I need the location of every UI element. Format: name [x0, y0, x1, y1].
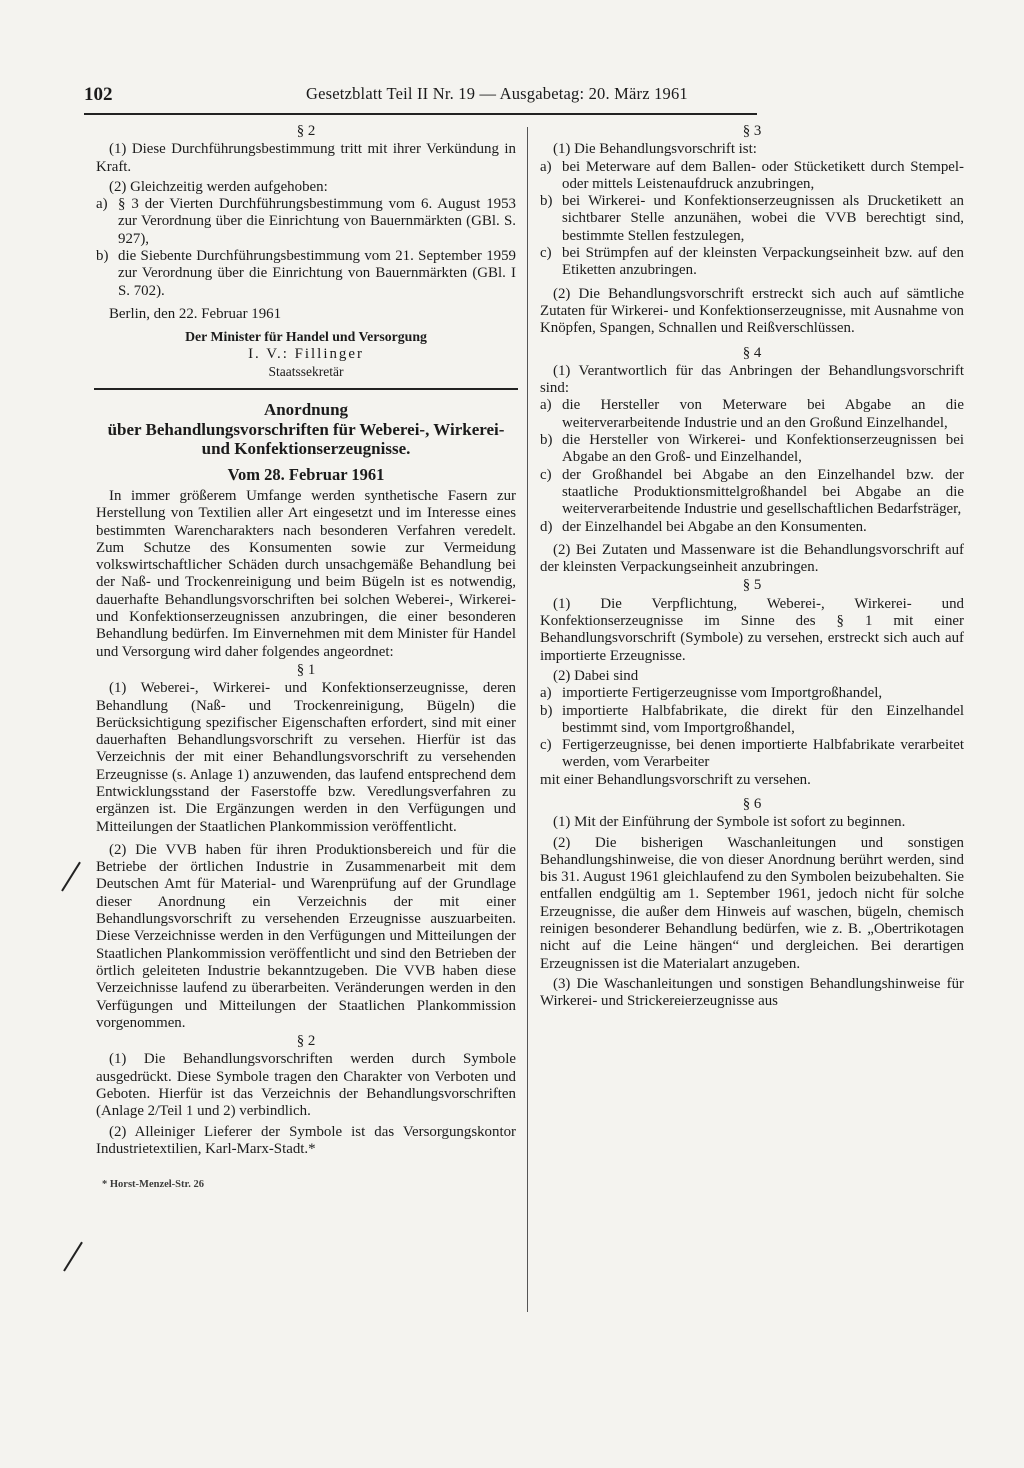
list-label: b)	[540, 193, 553, 210]
paragraph: (2) Alleiniger Lieferer der Symbole ist das Versorgungskontor Industrietextilien, Karl-Marx-Stadt.*	[96, 1123, 516, 1157]
paragraph: (2) Die VVB haben für ihren Produktionsbereich und für die Betriebe der örtlichen Industrie in Zusammenarbeit mit dem Deutschen Amt für Material- und Warenprüfung auf der Grundlage dieser Anordnung ein Verzeichnis der mit einer Behandlungsvorschrift zu versehenden Erzeugnisse auszuarbeiten. Diese Verzeichnisse werden in den Verfügungen und Mitteilungen der Staatlichen Plankommission veröffentlicht und sind den Betrieben der örtlich geleiteten Industrie bekanntzugeben. Die VVB haben diese Verzeichnisse laufend zu überarbeiten. Veränderungen werden in den Verfügungen und Mitteilungen der Staatlichen Plankommission vorgenommen.	[96, 841, 516, 1031]
list-item	[540, 397, 964, 432]
section-rule	[94, 388, 518, 390]
list-text: bei Meterware auf dem Ballen- oder Stücketikett durch Stempel- oder mittels Leistenaufdruck anzubringen,	[562, 158, 964, 192]
right-column	[540, 122, 964, 1011]
list-label: a)	[540, 397, 552, 414]
list-label: a)	[540, 685, 552, 702]
list-item	[96, 196, 516, 248]
list-item	[96, 248, 516, 300]
list-item	[540, 245, 964, 280]
column-divider	[527, 127, 528, 1312]
list-label: b)	[540, 702, 553, 719]
ordinance-date: Vom 28. Februar 1961	[227, 464, 385, 484]
list-label: a)	[540, 158, 552, 175]
section-heading: § 3	[742, 123, 762, 139]
list-label: c)	[540, 737, 552, 754]
list-item	[540, 703, 964, 738]
section-heading: § 1	[296, 661, 316, 678]
list-text: die Hersteller von Wirkerei- und Konfektionserzeugnissen bei Abgabe an den Groß- und Einzelhandel,	[562, 432, 964, 466]
gazette-title: Gesetzblatt Teil II Nr. 19 — Ausgabetag: 20. März 1961	[306, 84, 688, 103]
signer-name: I. V.: Fillinger	[248, 345, 364, 362]
page-header	[84, 84, 756, 110]
list-text: bei Strümpfen auf der kleinsten Verpackungseinheit bzw. auf den Etiketten anzubringen.	[562, 245, 964, 279]
list-item	[540, 432, 964, 467]
list-item	[540, 737, 964, 772]
list-label: b)	[96, 248, 109, 265]
list-label: a)	[96, 196, 108, 213]
paragraph: (2) Dabei sind	[553, 667, 639, 684]
list-item	[540, 519, 964, 536]
paragraph: (1) Weberei-, Wirkerei- und Konfektionserzeugnisse, deren Behandlung (Naß- und Trockenreinigung, Bügeln) die Berücksichtigung spezifischer Eigenschaften erfordert, sind mit einer dauerhaften Behandlungsvorschrift zu versehen. Hierfür ist das Verzeichnis der mit einer Behandlungsvorschrift zu versehenden Erzeugnisse (s. Anlage 1) anzuwenden, das laufend entsprechend dem Entwicklungsstand der Faserstoffe bzw. Veredlungsverfahren zu ergänzen ist. Die Ergänzungen werden in den Verfügungen und Mitteilungen der Staatlichen Plankommission veröffentlicht.	[96, 680, 516, 835]
section-heading: § 2	[296, 123, 316, 139]
list-text: importierte Fertigerzeugnisse vom Importgroßhandel,	[562, 685, 883, 702]
section-heading: § 4	[742, 344, 762, 361]
paragraph: (2) Gleichzeitig werden aufgehoben:	[109, 178, 328, 195]
list-text: § 3 der Vierten Durchführungsbestimmung vom 6. August 1953 zur Verordnung über die Einrichtung von Bauernmärkten (GBl. S. 927),	[118, 196, 516, 247]
paragraph: (1) Mit der Einführung der Symbole ist sofort zu beginnen.	[553, 814, 906, 831]
list-label: b)	[540, 432, 553, 449]
margin-pencil-mark	[63, 1242, 83, 1272]
paragraph: (1) Die Behandlungsvorschriften werden durch Symbole ausgedrückt. Diese Symbole tragen den Charakter von Verboten und Geboten. Hierfür ist das Verzeichnis der Behandlungsvorschriften (Anlage 2/Teil 1 und 2) verbindlich.	[96, 1051, 516, 1120]
list-item	[540, 193, 964, 245]
paragraph: (2) Die Behandlungsvorschrift erstreckt sich auch auf sämtliche Zutaten für Wirkerei- und Konfektionserzeugnisse, mit Ausnahme von Knöpfen, Spangen, Schnallen und Reißverschlüssen.	[540, 285, 964, 337]
date-line: Berlin, den 22. Februar 1961	[109, 305, 282, 322]
section-heading: § 5	[742, 577, 762, 594]
list-text: importierte Halbfabrikate, die direkt für den Einzelhandel bestimmt sind, vom Importgroßhandel,	[562, 702, 964, 736]
left-column	[96, 122, 516, 1194]
list-text: bei Wirkerei- und Konfektionserzeugnissen als Drucketikett an sichtbarer Stelle anzunähen, wobei die VVB berechtigt sind, bestimmte Stellen festzulegen,	[562, 193, 964, 244]
signer-role: Staatssekretär	[268, 363, 344, 379]
list-text: der Einzelhandel bei Abgabe an den Konsumenten.	[562, 518, 867, 535]
list-text: die Hersteller von Meterware bei Abgabe an die weiterverarbeitende Industrie und an den Großund Einzelhandel,	[562, 397, 964, 431]
list-text: die Siebente Durchführungsbestimmung vom 21. September 1959 zur Verordnung über die Einrichtung von Bauernmärkten (GBl. I S. 702).	[118, 248, 516, 299]
paragraph: (1) Die Behandlungsvorschrift ist:	[553, 141, 757, 158]
list-item	[540, 685, 964, 702]
list-label: c)	[540, 466, 552, 483]
signer-organisation: Der Minister für Handel und Versorgung	[185, 329, 427, 345]
list-text: der Großhandel bei Abgabe an den Einzelhandel bzw. der staatliche Produktionsmittelgroßhandel bei Abgabe an die weiterverarbeitende Industrie und gesellschaftlichen Bedarfsträger,	[562, 466, 964, 518]
list-label: c)	[540, 245, 552, 262]
paragraph: mit einer Behandlungsvorschrift zu versehen.	[540, 771, 811, 788]
paragraph: (1) Diese Durchführungsbestimmung tritt mit ihrer Verkündung in Kraft.	[96, 141, 516, 175]
list-text: Fertigerzeugnisse, bei denen importierte Halbfabrikate verarbeitet werden, vom Verarbeiter	[562, 737, 964, 771]
section-heading: § 6	[742, 795, 762, 812]
list-item	[540, 467, 964, 519]
paragraph: (2) Die bisherigen Waschanleitungen und sonstigen Behandlungshinweise, die von dieser Anordnung berührt werden, sind bis 31. August 1961 gleichlaufend zu den Symbolen beizubehalten. Sie entfallen endgültig am 1. September 1961, jedoch nicht für solche Erzeugnisse, die außer dem Hinweis auf waschen, bügeln, chemisch reinigen besonderer Behandlung bedürfen, wie z. B. „Obertrikotagen nicht auf die Leine hängen“ und dergleichen. Bei derartigen Erzeugnissen ist die Materialart anzugeben.	[540, 834, 964, 972]
paragraph: (3) Die Waschanleitungen und sonstigen Behandlungshinweise für Wirkerei- und Strickereierzeugnisse aus	[540, 975, 964, 1010]
paragraph: (2) Bei Zutaten und Massenware ist die Behandlungsvorschrift auf der kleinsten Verpackungseinheit anzubringen.	[540, 541, 964, 576]
section-heading: § 2	[296, 1033, 316, 1050]
ordinance-title: Anordnung	[263, 400, 349, 420]
paragraph: (1) Die Verpflichtung, Weberei-, Wirkerei- und Konfektionserzeugnisse im Sinne des § 1 mit einer Behandlungsvorschrift (Symbole) zu versehen, erstreckt sich auch auf importierte Erzeugnisse.	[540, 595, 964, 664]
paragraph: (1) Verantwortlich für das Anbringen der Behandlungsvorschrift sind:	[540, 362, 964, 397]
list-item	[540, 159, 964, 194]
header-rule	[84, 113, 757, 115]
footnote: * Horst-Menzel-Str. 26	[102, 1179, 204, 1191]
margin-pencil-mark	[61, 862, 81, 892]
ordinance-subtitle: über Behandlungsvorschriften für Weberei-, Wirkerei- und Konfektionserzeugnisse.	[107, 419, 505, 459]
preamble: In immer größerem Umfange werden synthetische Fasern zur Herstellung von Textilien aller Art eingesetzt und im Interesse eines bestimmten Warencharakters nach besonderen Verfahren veredelt. Zum Schutze des Konsumenten sowie zur Vermeidung volkswirtschaftlicher Schäden durch unsachgemäße Behandlung bei der Naß- und Trockenreinigung und beim Bügeln ist es notwendig, dauerhafte Behandlungsvorschriften bei solchen Weberei-, Wirkerei- und Konfektionserzeugnissen anzubringen, die einer besonderen Behandlung bedürfen. Im Einvernehmen mit dem Minister für Handel und Versorgung wird daher folgendes angeordnet:	[96, 487, 516, 660]
list-label: d)	[540, 518, 553, 535]
page-number: 102	[84, 84, 113, 105]
